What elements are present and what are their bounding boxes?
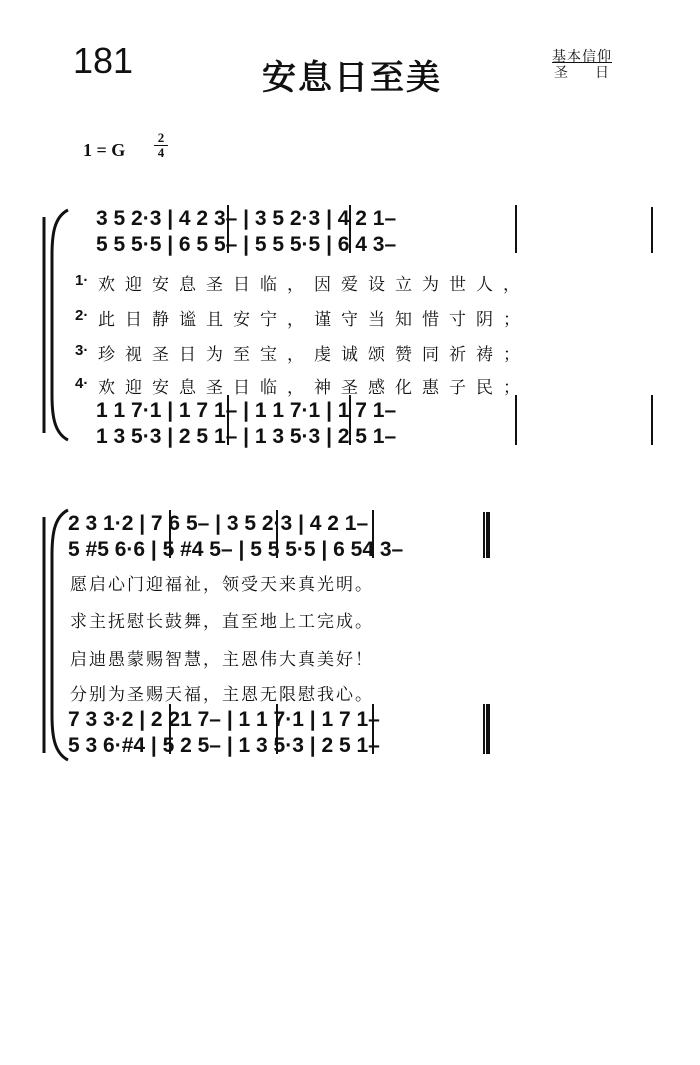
verse-number: 2· [75, 307, 89, 324]
verse2-line2: 求主抚慰长鼓舞，直至地上工完成。 [70, 612, 374, 632]
hymn-title: 安息日至美 [262, 58, 442, 98]
system1-alto: 5 5 5·5 | 6 5 5– | 5 5 5·5 | 6 4 3– [96, 233, 397, 256]
verse1-line2: 愿启心门迎福祉，领受天来真光明。 [70, 575, 374, 595]
verse-number: 1· [75, 272, 89, 289]
time-signature-top: 2 [157, 130, 165, 145]
category-main: 基本信仰 [552, 49, 612, 65]
verse-number: 3· [75, 342, 89, 359]
time-signature [154, 132, 168, 159]
hymn-number: 181 [73, 40, 134, 81]
category-sub: 圣日 [554, 65, 636, 81]
system2-tenor: 7 3 3·2 | 2 21 7– | 1 1 7·1 | 1 7 1– [68, 708, 380, 731]
verse2-line1: 此日静谧且安宁，谨守当知惜寸阴； [98, 310, 530, 330]
verse3-line2: 启迪愚蒙赐智慧，主恩伟大真美好！ [70, 650, 374, 670]
system1-tenor: 1 1 7·1 | 1 7 1– | 1 1 7·1 | 1 7 1– [96, 399, 397, 422]
system2-bass: 5 3 6·#4 | 5 2 5– | 1 3 5·3 | 2 5 1– [68, 734, 380, 757]
system2-alto: 5 #5 6·6 | 5 #4 5– | 5 5 5·5 | 6 54 3– [68, 538, 404, 561]
verse4-line2: 分别为圣赐天福，主恩无限慰我心。 [70, 685, 374, 705]
system1-bass: 1 3 5·3 | 2 5 1– | 1 3 5·3 | 2 5 1– [96, 425, 397, 448]
category-label [552, 49, 636, 81]
verse-number: 4· [75, 375, 89, 392]
verse4-line1: 欢迎安息圣日临，神圣感化惠子民； [98, 378, 530, 398]
system1-soprano: 3 5 2·3 | 4 2 3– | 3 5 2·3 | 4 2 1– [96, 207, 397, 230]
verse3-line1: 珍视圣日为至宝，虔诚颂赞同祈祷； [98, 345, 530, 365]
time-signature-bottom: 4 [157, 145, 165, 160]
verse1-line1: 欢迎安息圣日临，因爱设立为世人， [98, 275, 530, 295]
system2-notation [0, 500, 700, 780]
system2-soprano: 2 3 1·2 | 7 6 5– | 3 5 2·3 | 4 2 1– [68, 512, 369, 535]
key-signature: 1 = G [83, 140, 126, 160]
